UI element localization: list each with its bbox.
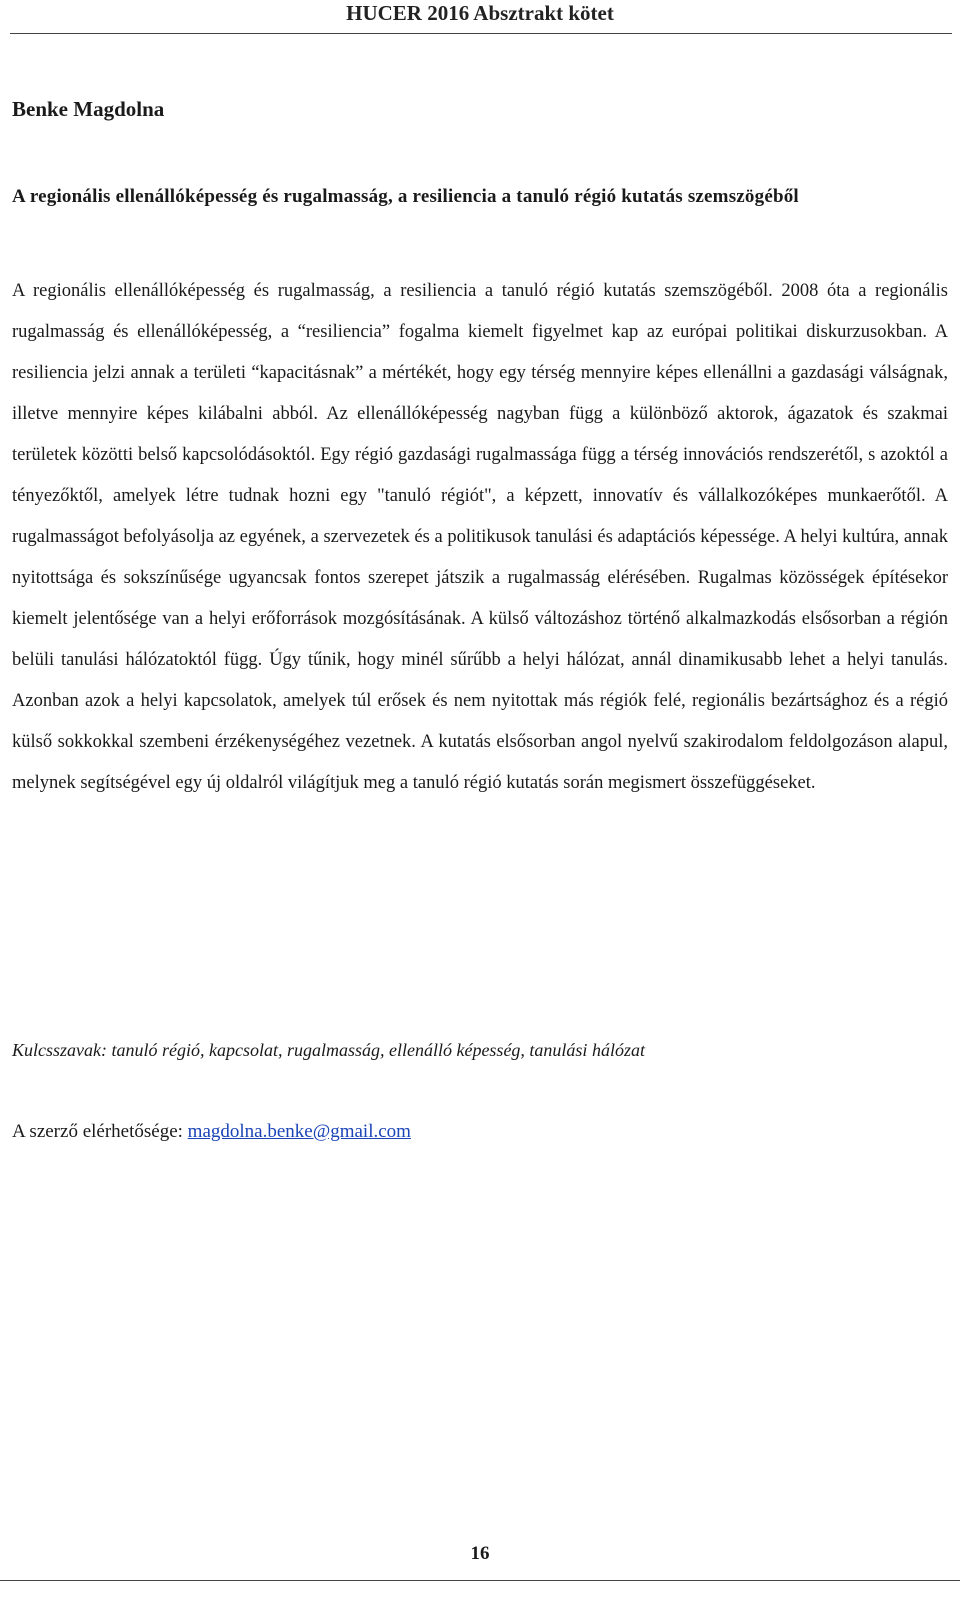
page-number: 16 xyxy=(470,1543,490,1564)
author-contact xyxy=(12,1118,948,1146)
author-name: Benke Magdolna xyxy=(12,97,165,121)
email-link[interactable]: magdolna.benke@gmail.com xyxy=(187,1121,411,1142)
header-divider xyxy=(10,33,952,34)
keywords: Kulcsszavak: tanuló régió, kapcsolat, rugalmasság, ellenálló képesség, tanulási hálózat xyxy=(12,1040,645,1060)
footer-divider xyxy=(0,1580,960,1581)
abstract-text: A regionális ellenállóképesség és rugalmasság, a resiliencia a tanuló régió kutatás szemszögéből. 2008 óta a regionális rugalmasság és ellenállóképesség, a “resiliencia” fogalma kiemelt figyelmet kap az európai politikai diskurzusokban. A resiliencia jelzi annak a területi “kapacitásnak” a mértékét, hogy egy térség mennyire képes ellenállni a gazdasági válságnak, illetve mennyire képes kilábalni abból. Az ellenállóképesség nagyban függ a különböző aktorok, ágazatok és szakmai területek közötti belső kapcsolódásoktól. Egy régió gazdasági rugalmassága függ a térség innovációs rendszerétől, s azoktól a tényezőktől, amelyek létre tudnak hozni egy "tanuló régiót", a képzett, innovatív és vállalkozóképes munkaerőtől. A rugalmasságot befolyásolja az egyének, a szervezetek és a politikusok tanulási és adaptációs képessége. A helyi kultúra, annak nyitottsága és sokszínűsége ugyancsak fontos szerepet játszik a rugalmasság elérésében. Rugalmas közösségek építésekor kiemelt jelentősége van a helyi erőforrások mozgósításának. A külső változáshoz történő alkalmazkodás elsősorban a régión belüli tanulási hálózatoktól függ. Úgy tűnik, hogy minél sűrűbb a helyi hálózat, annál dinamikusabb lehet a helyi tanulás. Azonban azok a helyi kapcsolatok, amelyek túl erősek és nem nyitottak más régiók felé, regionális bezártsághoz és a régió külső sokkokkal szembeni érzékenységéhez vezetnek. A kutatás elsősorban angol nyelvű szakirodalom feldolgozáson alapul, melynek segítségével egy új oldalról világítjuk meg a tanuló régió kutatás során megismert összefüggéseket. xyxy=(12,281,948,793)
article-title: A regionális ellenállóképesség és rugalmasság, a resiliencia a tanuló régió kutatás szemszögéből xyxy=(12,186,799,207)
running-header: HUCER 2016 Absztrakt kötet xyxy=(346,1,614,25)
contact-label: A szerző elérhetősége: xyxy=(12,1121,188,1142)
